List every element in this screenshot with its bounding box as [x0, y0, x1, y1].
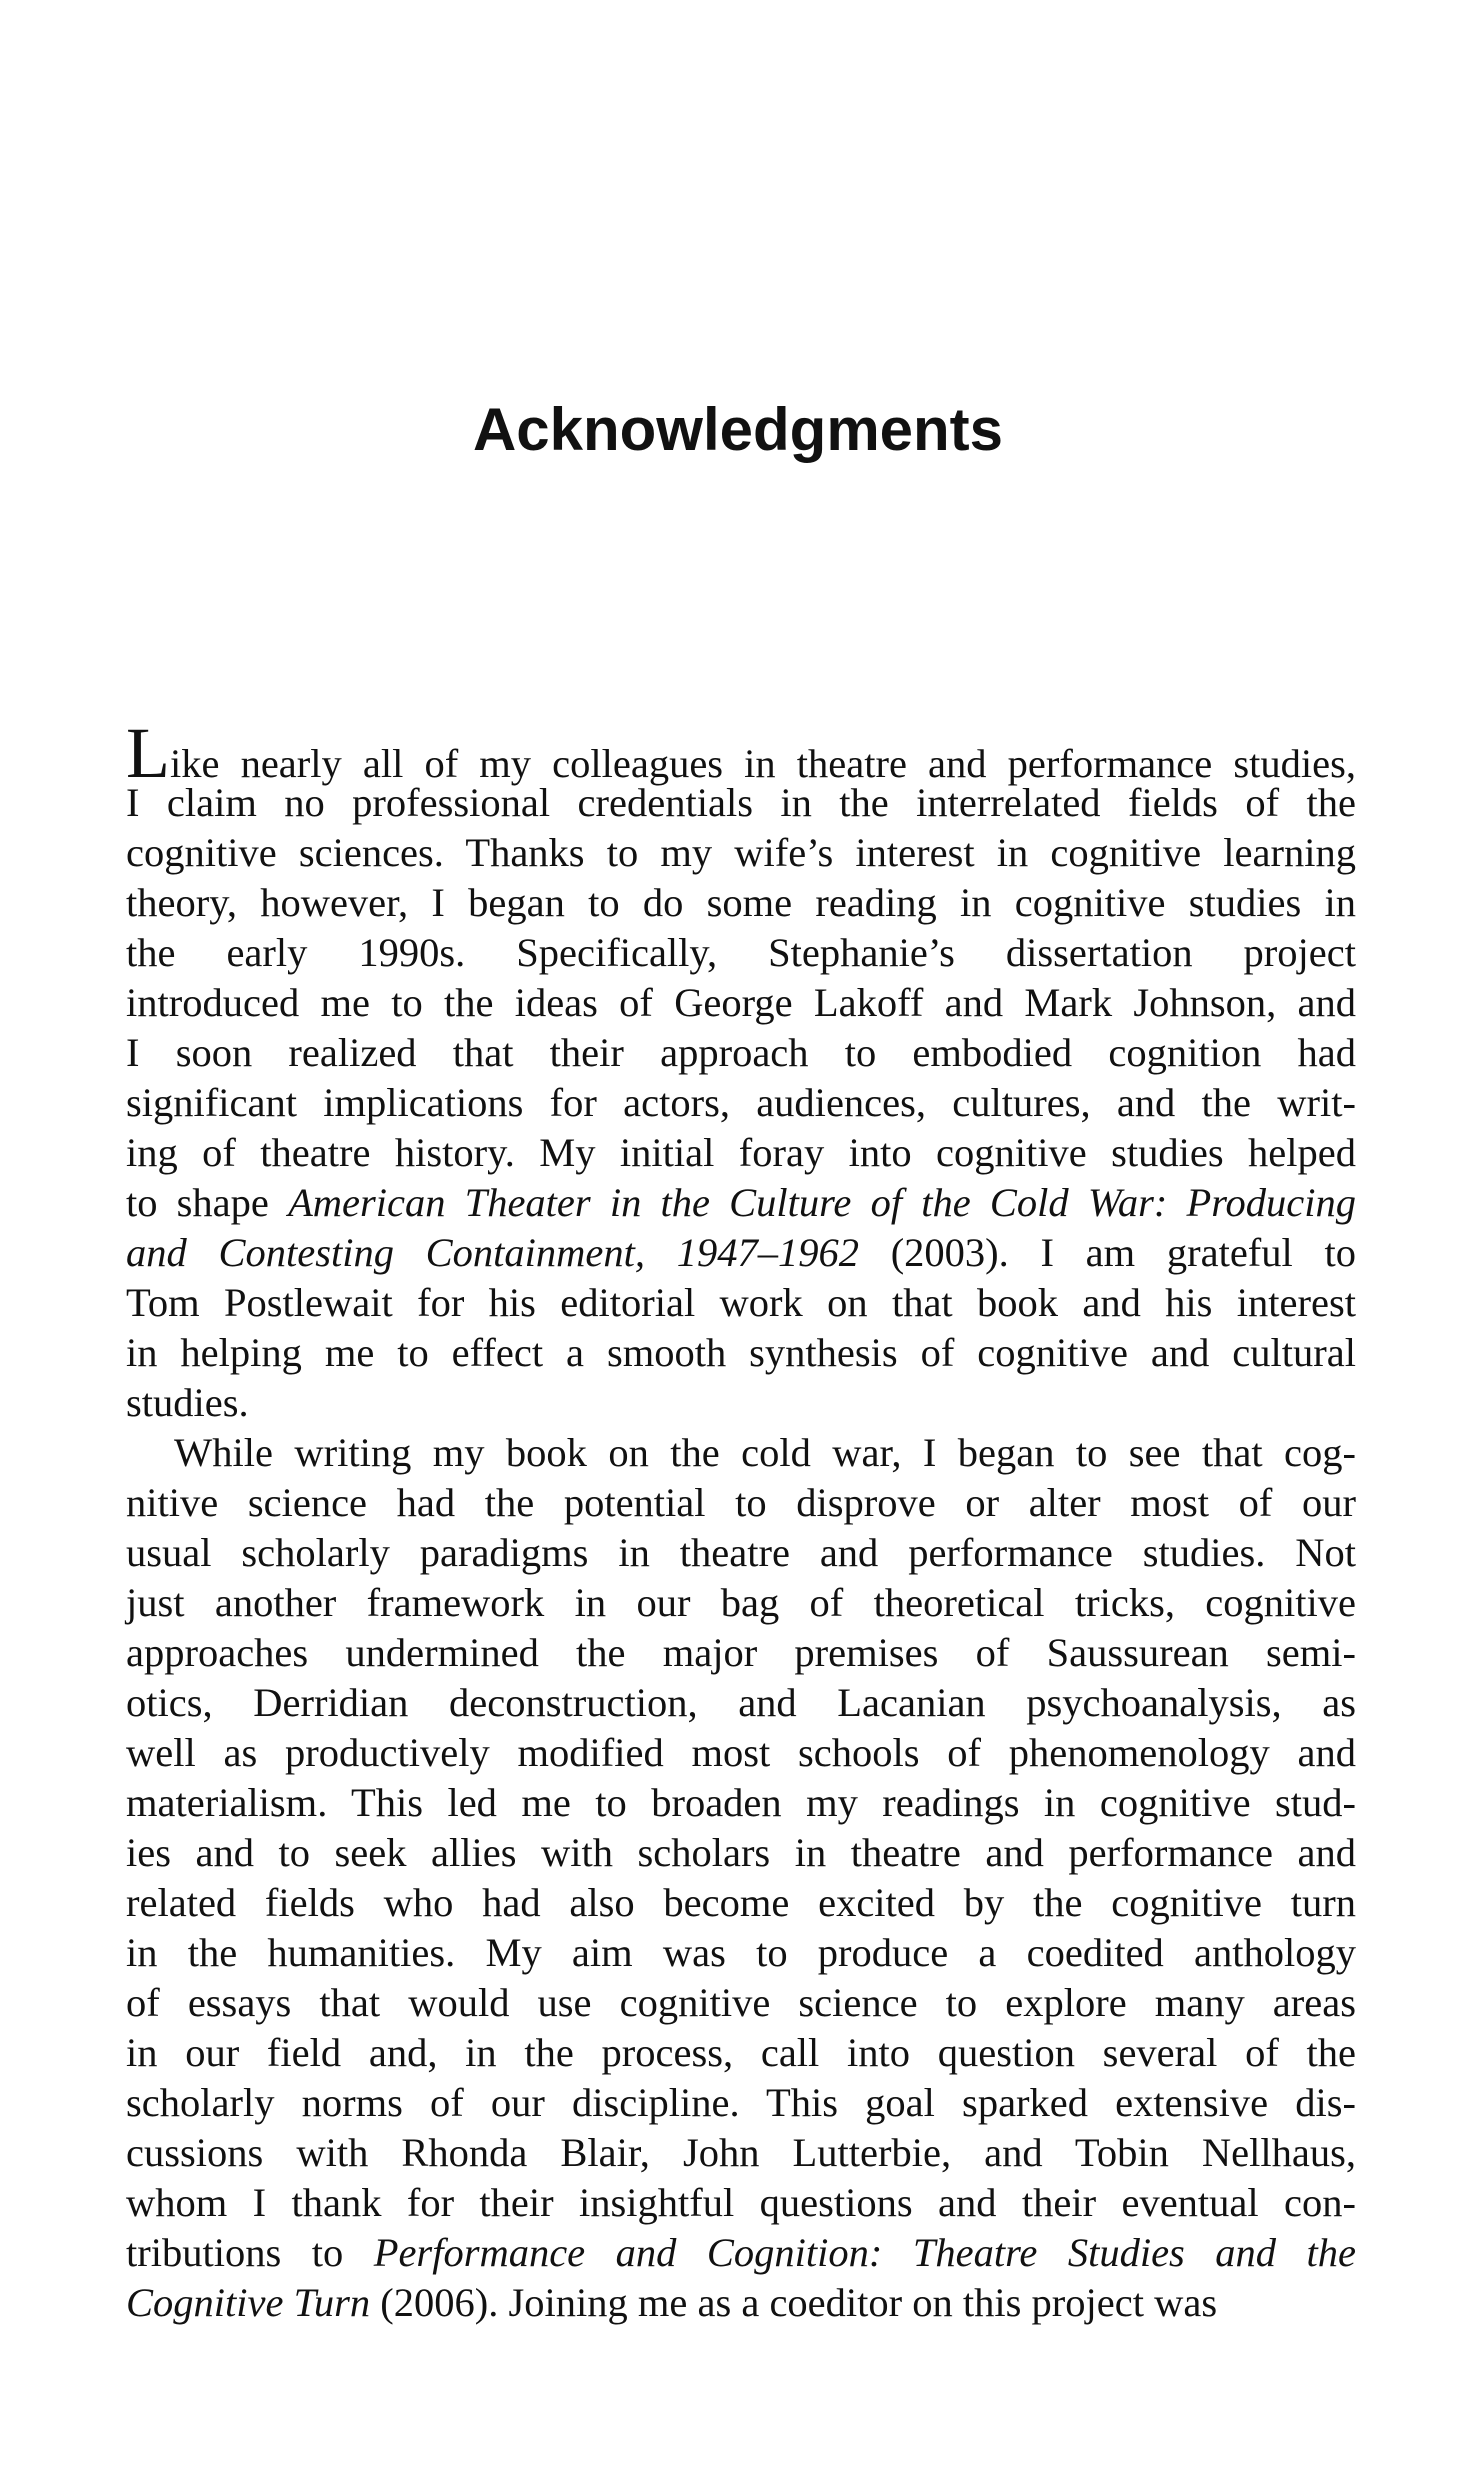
text-line	[126, 2128, 1356, 2178]
text-line	[126, 928, 1356, 978]
text-segment: significant implications for actors, audiences, cultures, and the writ-	[126, 1080, 1356, 1125]
text-segment: tributions to	[126, 2230, 374, 2275]
text-segment: to shape	[126, 1180, 289, 1225]
text-segment: in the humanities. My aim was to produce a coedited anthology	[126, 1930, 1356, 1975]
text-line	[126, 1178, 1356, 1228]
text-segment: scholarly norms of our discipline. This goal sparked extensive dis-	[126, 2080, 1356, 2125]
text-line	[126, 1578, 1356, 1628]
italic-title-text: and Contesting Containment, 1947–1962	[126, 1230, 859, 1275]
italic-title-text: Performance and Cognition: Theatre Studies and the	[373, 2230, 1356, 2275]
text-segment: Tom Postlewait for his editorial work on that book and his interest	[126, 1280, 1356, 1325]
text-line	[126, 1028, 1356, 1078]
italic-title-text: American Theater in the Culture of the Cold War: Producing	[288, 1180, 1356, 1225]
text-segment: theory, however, I began to do some reading in cognitive studies in	[126, 880, 1356, 925]
text-line	[126, 778, 1356, 828]
text-line	[126, 2028, 1356, 2078]
text-line	[126, 1428, 1356, 1478]
text-line	[126, 1778, 1356, 1828]
text-segment: I claim no professional credentials in the interrelated fields of the	[126, 780, 1356, 825]
text-line	[126, 1878, 1356, 1928]
text-line	[126, 1128, 1356, 1178]
text-segment: (2006). Joining me as a coeditor on this project was	[370, 2280, 1218, 2325]
text-segment: ies and to seek allies with scholars in theatre and performance and	[126, 1830, 1356, 1875]
text-line	[126, 878, 1356, 928]
text-segment: I soon realized that their approach to embodied cognition had	[126, 1030, 1356, 1075]
body-text	[126, 713, 1356, 2328]
page-title: Acknowledgments	[472, 396, 1004, 463]
text-segment: While writing my book on the cold war, I began to see that cog-	[174, 1430, 1356, 1475]
text-segment: whom I thank for their insightful questions and their eventual con-	[126, 2180, 1356, 2225]
text-segment: materialism. This led me to broaden my readings in cognitive stud-	[126, 1780, 1356, 1825]
text-segment: the early 1990s. Specifically, Stephanie’s dissertation project	[126, 930, 1356, 975]
text-segment: ike nearly all of my colleagues in theatre and performance studies,	[169, 741, 1356, 786]
paragraph	[126, 1428, 1356, 2328]
text-line	[126, 2078, 1356, 2128]
text-segment: cognitive sciences. Thanks to my wife’s interest in cognitive learning	[126, 830, 1356, 875]
paragraph	[126, 713, 1356, 1428]
text-line	[126, 1628, 1356, 1678]
text-line	[126, 1078, 1356, 1128]
text-line	[126, 713, 1356, 793]
text-line	[126, 1278, 1356, 1328]
text-line	[126, 1828, 1356, 1878]
text-line	[126, 978, 1356, 1028]
text-segment: cussions with Rhonda Blair, John Lutterbie, and Tobin Nellhaus,	[126, 2130, 1356, 2175]
text-segment: (2003). I am grateful to	[858, 1230, 1356, 1275]
text-line	[126, 828, 1356, 878]
text-line	[126, 1378, 1356, 1428]
text-segment: introduced me to the ideas of George Lakoff and Mark Johnson, and	[126, 980, 1356, 1025]
text-segment: nitive science had the potential to disprove or alter most of our	[126, 1480, 1356, 1525]
text-line	[126, 1328, 1356, 1378]
text-line	[126, 1728, 1356, 1778]
italic-title-text: Cognitive Turn	[126, 2280, 371, 2325]
text-segment: well as productively modified most schools of phenomenology and	[126, 1730, 1356, 1775]
text-line	[126, 1928, 1356, 1978]
text-line	[126, 2228, 1356, 2278]
text-segment: ing of theatre history. My initial foray into cognitive studies helped	[126, 1130, 1356, 1175]
text-line	[126, 1228, 1356, 1278]
drop-cap: L	[126, 713, 170, 793]
text-line	[126, 1978, 1356, 2028]
text-segment: just another framework in our bag of theoretical tricks, cognitive	[126, 1580, 1356, 1625]
text-segment: of essays that would use cognitive science to explore many areas	[126, 1980, 1356, 2025]
text-line	[126, 2278, 1356, 2328]
text-segment: related fields who had also become excited by the cognitive turn	[126, 1880, 1356, 1925]
text-segment: otics, Derridian deconstruction, and Lacanian psychoanalysis, as	[126, 1680, 1356, 1725]
text-line	[126, 2178, 1356, 2228]
text-segment: in helping me to effect a smooth synthesis of cognitive and cultural	[126, 1330, 1356, 1375]
text-segment: usual scholarly paradigms in theatre and performance studies. Not	[126, 1530, 1356, 1575]
text-line	[126, 1478, 1356, 1528]
text-segment: in our field and, in the process, call into question several of the	[126, 2030, 1356, 2075]
text-line	[126, 1678, 1356, 1728]
text-segment: approaches undermined the major premises of Saussurean semi-	[126, 1630, 1356, 1675]
text-segment: studies.	[126, 1380, 249, 1425]
text-line	[126, 1528, 1356, 1578]
